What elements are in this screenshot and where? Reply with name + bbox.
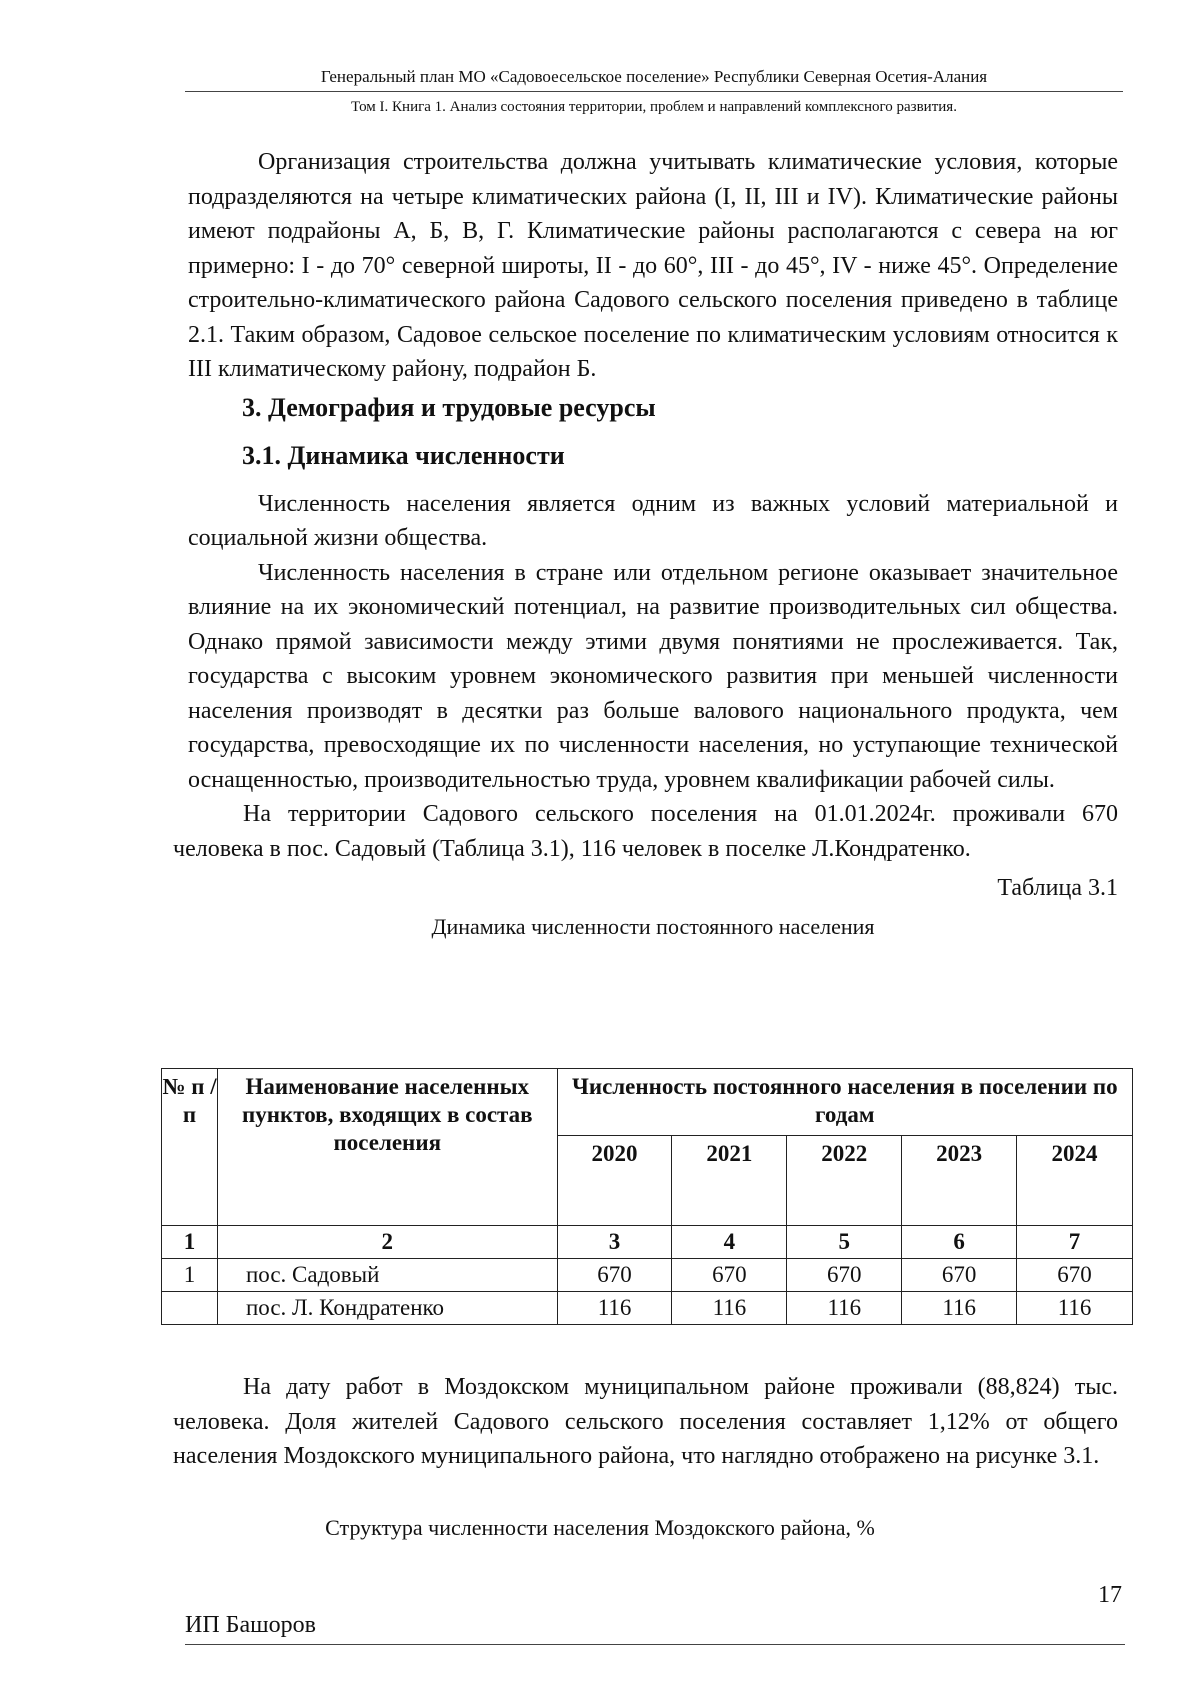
page-number: 17	[1098, 1582, 1122, 1608]
running-footer: ИП Башоров	[185, 1610, 1125, 1645]
index-cell: 6	[902, 1226, 1017, 1259]
row-value: 116	[672, 1292, 787, 1325]
header-year: 2024	[1017, 1136, 1133, 1226]
row-settlement-name: пос. Садовый	[217, 1259, 557, 1292]
row-value: 670	[902, 1259, 1017, 1292]
row-value: 116	[1017, 1292, 1133, 1325]
header-year: 2023	[902, 1136, 1017, 1226]
table-caption: Динамика численности постоянного населения	[431, 914, 875, 939]
table-row	[162, 1292, 1133, 1325]
section-heading-3: 3. Демография и трудовые ресурсы	[242, 392, 656, 422]
header-year: 2022	[787, 1136, 902, 1226]
header-settlement-name: Наименование населенных пунктов, входящих в состав поселения	[217, 1069, 557, 1226]
row-value: 116	[557, 1292, 672, 1325]
table-number: Таблица 3.1	[997, 875, 1118, 901]
row-value: 116	[902, 1292, 1017, 1325]
row-value: 670	[672, 1259, 787, 1292]
header-num: № п / п	[162, 1069, 218, 1226]
paragraph-district-share: На дату работ в Моздокском муниципальном районе проживали (88,824) тыс. человека. Доля жителей Садового сельского поселения составляет 1,12% от общего населения Моздокского муниципального района, что наглядно отображено на рисунке 3.1.	[173, 1374, 1118, 1469]
index-cell: 1	[162, 1226, 218, 1259]
row-value: 116	[787, 1292, 902, 1325]
header-population-group: Численность постоянного населения в поселении по годам	[557, 1069, 1132, 1136]
paragraph-population-1: Численность населения является одним из важных условий материальной и социальной жизни общества.	[188, 490, 1118, 551]
index-cell: 7	[1017, 1226, 1133, 1259]
table-header-row-1	[162, 1069, 1133, 1136]
paragraph-population-3: На территории Садового сельского поселения на 01.01.2024г. проживали 670 человека в пос. Садовый (Таблица 3.1), 116 человек в поселке Л.Кондратенко.	[173, 801, 1118, 862]
row-value: 670	[787, 1259, 902, 1292]
index-cell: 3	[557, 1226, 672, 1259]
text-after-table	[173, 1370, 1118, 1474]
header-year: 2021	[672, 1136, 787, 1226]
section-heading-3-1: 3.1. Динамика численности	[242, 440, 565, 470]
figure-caption: Структура численности населения Моздокского района, %	[325, 1515, 875, 1540]
row-settlement-name: пос. Л. Кондратенко	[217, 1292, 557, 1325]
population-table	[161, 1068, 1133, 1325]
table-index-row	[162, 1226, 1133, 1259]
paragraph-population-2: Численность населения в стране или отдельном регионе оказывает значительное влияние на их экономический потенциал, на развитие производительных сил общества. Однако прямой зависимости между этими двумя понятиями не прослеживается. Так, государства с высоким уровнем экономического развития при меньшей численности населения производят в десятки раз больше валового национального продукта, чем государства, превосходящие их по численности населения, но уступающие технической оснащенностью, производительностью труда, уровнем квалификации рабочей силы.	[188, 559, 1118, 793]
table-row	[162, 1259, 1133, 1292]
main-text	[173, 145, 1118, 950]
paragraph-climate: Организация строительства должна учитывать климатические условия, которые подразделяются на четыре климатических района (I, II, III и IV). Климатические районы имеют подрайоны А, Б, В, Г. Климатические районы располагаются с севера на юг примерно: I - до 70° северной широты, II - до 60°, III - до 45°, IV - ниже 45°. Определение строительно-климатического района Садового сельского поселения приведено в таблице 2.1. Таким образом, Садовое сельское поселение по климатическим условиям относится к III климатическому району, подрайон Б.	[188, 149, 1118, 382]
row-num	[162, 1292, 218, 1325]
row-value: 670	[1017, 1259, 1133, 1292]
running-header	[185, 66, 1123, 118]
header-year: 2020	[557, 1136, 672, 1226]
header-line-1: Генеральный план МО «Садовоесельское поселение» Республики Северная Осетия-Алания	[185, 66, 1123, 92]
header-line-2: Том I. Книга 1. Анализ состояния территории, проблем и направлений комплексного развития.	[351, 99, 957, 115]
row-num: 1	[162, 1259, 218, 1292]
index-cell: 4	[672, 1226, 787, 1259]
index-cell: 5	[787, 1226, 902, 1259]
index-cell: 2	[217, 1226, 557, 1259]
row-value: 670	[557, 1259, 672, 1292]
